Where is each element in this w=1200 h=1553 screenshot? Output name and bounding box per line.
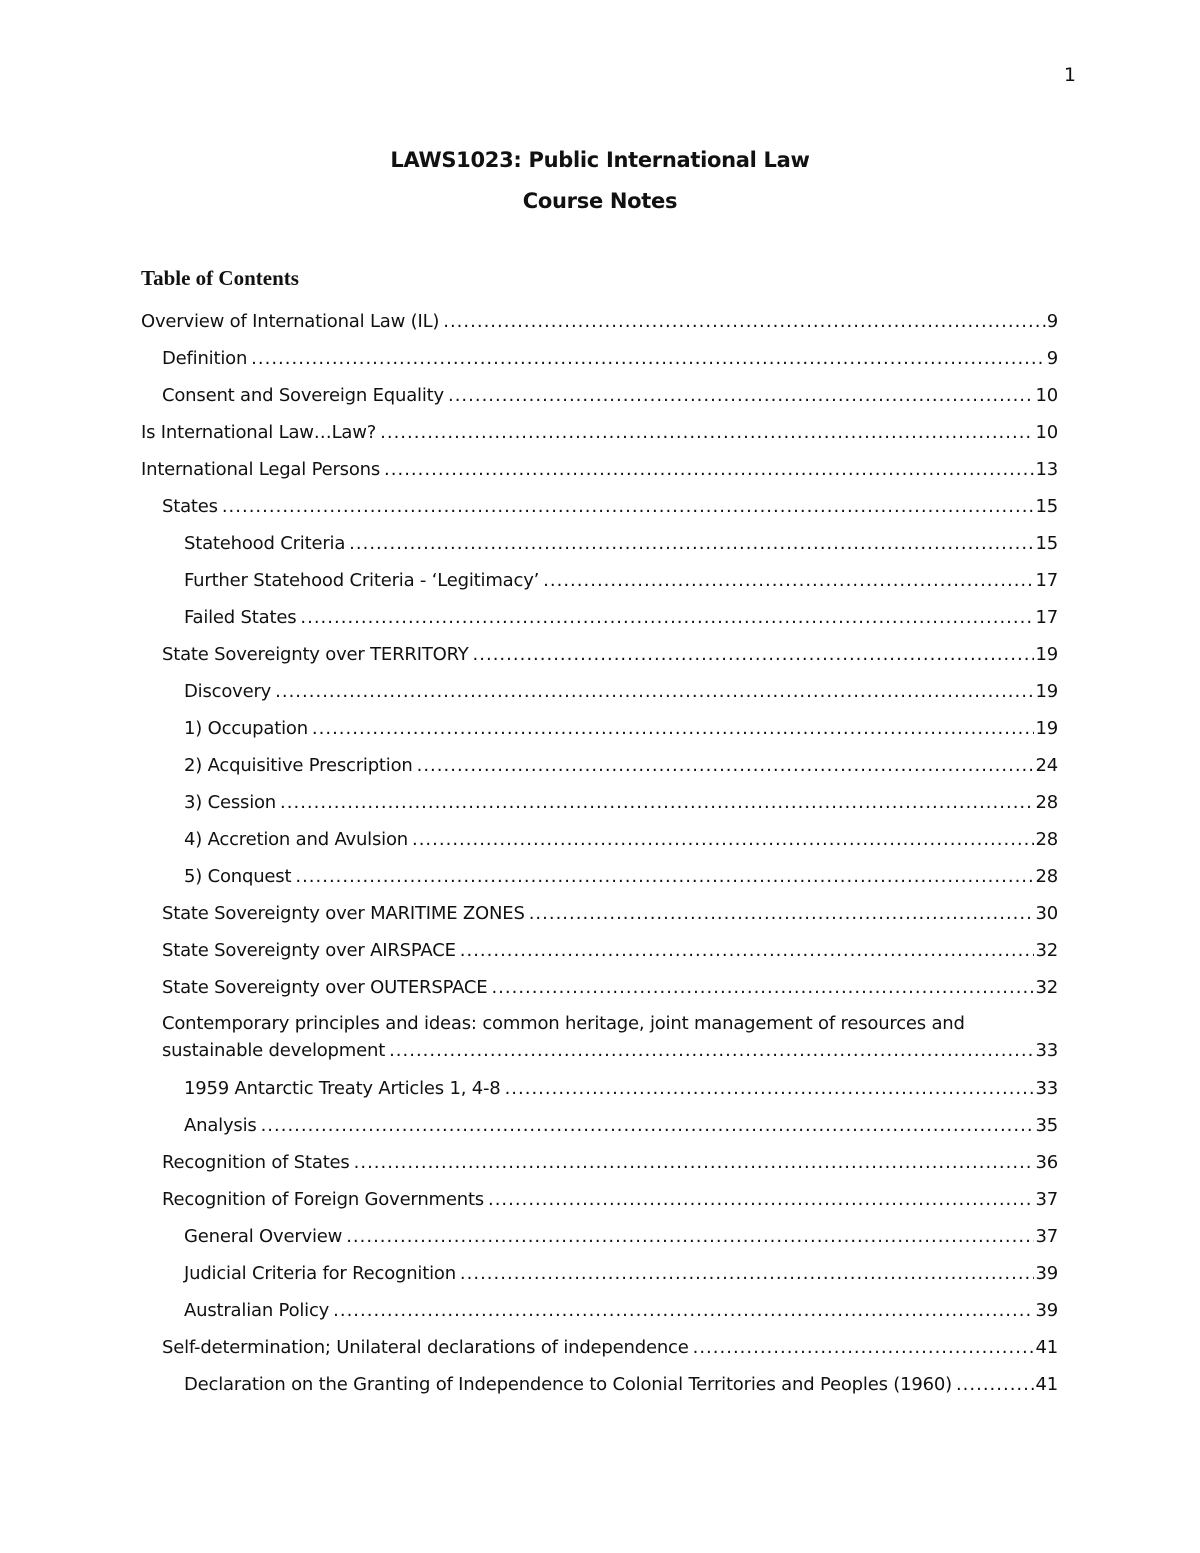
toc-entry[interactable] [141, 1185, 1058, 1222]
toc-entry[interactable] [141, 640, 1058, 677]
toc-entry[interactable] [141, 1222, 1058, 1259]
toc-dot-leader [491, 973, 1034, 1003]
toc-entry-label: Statehood Criteria [184, 533, 346, 554]
toc-dot-leader [349, 529, 1034, 559]
toc-entry-label-continued: sustainable development [162, 1040, 386, 1061]
toc-entry-page: 19 [1035, 644, 1058, 665]
toc-entry-label: Contemporary principles and ideas: common heritage, joint management of resources and [162, 1013, 965, 1034]
toc-entry-page: 30 [1035, 903, 1058, 924]
toc-entry-label: General Overview [184, 1226, 343, 1247]
toc-entry[interactable] [141, 788, 1058, 825]
toc-entry-page: 17 [1035, 607, 1058, 628]
toc-entry-label: Judicial Criteria for Recognition [184, 1263, 456, 1284]
toc-entry[interactable] [141, 677, 1058, 714]
table-of-contents [141, 307, 1058, 1407]
toc-entry-page: 28 [1035, 829, 1058, 850]
toc-entry[interactable] [141, 381, 1058, 418]
toc-dot-leader [473, 640, 1035, 670]
toc-entry-label: Recognition of States [162, 1152, 350, 1173]
toc-entry-label: International Legal Persons [141, 459, 381, 480]
toc-dot-leader [251, 344, 1046, 374]
toc-entry[interactable] [141, 1111, 1058, 1148]
toc-entry[interactable] [141, 714, 1058, 751]
toc-entry[interactable] [141, 1010, 1058, 1074]
toc-entry-label: Self-determination; Unilateral declarations of independence [162, 1337, 689, 1358]
toc-dot-leader [384, 455, 1034, 485]
toc-entry-page: 9 [1046, 311, 1058, 332]
toc-entry-label: Recognition of Foreign Governments [162, 1189, 484, 1210]
toc-dot-leader [261, 1111, 1035, 1141]
toc-entry[interactable] [141, 455, 1058, 492]
toc-entry-label: Definition [162, 348, 248, 369]
toc-dot-leader [295, 862, 1034, 892]
toc-entry-label: Consent and Sovereign Equality [162, 385, 444, 406]
toc-entry-label: State Sovereignty over MARITIME ZONES [162, 903, 525, 924]
toc-entry-page: 19 [1035, 718, 1058, 739]
toc-entry-label: State Sovereignty over OUTERSPACE [162, 977, 488, 998]
toc-entry-label: 5) Conquest [184, 866, 292, 887]
toc-entry-label: Discovery [184, 681, 272, 702]
toc-entry-page: 35 [1035, 1115, 1058, 1136]
toc-entry-label: 3) Cession [184, 792, 277, 813]
toc-entry[interactable] [141, 603, 1058, 640]
toc-entry[interactable] [141, 751, 1058, 788]
toc-dot-leader [417, 751, 1035, 781]
toc-entry-page: 10 [1035, 385, 1058, 406]
toc-entry-page: 9 [1046, 348, 1058, 369]
toc-entry[interactable] [141, 936, 1058, 973]
toc-entry[interactable] [141, 1074, 1058, 1111]
toc-entry-page: 32 [1035, 940, 1058, 961]
toc-dot-leader [312, 714, 1035, 744]
toc-entry-page: 17 [1035, 570, 1058, 591]
toc-dot-leader [380, 418, 1034, 448]
toc-entry-label: Further Statehood Criteria - ‘Legitimacy’ [184, 570, 540, 591]
toc-entry-page: 15 [1035, 496, 1058, 517]
toc-entry[interactable] [141, 1296, 1058, 1333]
toc-dot-leader [505, 1074, 1035, 1104]
toc-dot-leader [222, 492, 1035, 522]
toc-heading: Table of Contents [141, 266, 299, 290]
toc-dot-leader [460, 936, 1035, 966]
toc-entry-page: 37 [1035, 1226, 1058, 1247]
toc-dot-leader [543, 566, 1034, 596]
toc-entry-page: 10 [1035, 422, 1058, 443]
toc-entry[interactable] [141, 307, 1058, 344]
toc-entry[interactable] [141, 825, 1058, 862]
title-line-2: Course Notes [522, 189, 678, 213]
toc-entry-label: 2) Acquisitive Prescription [184, 755, 413, 776]
toc-entry-label: Analysis [184, 1115, 257, 1136]
toc-entry-page: 15 [1035, 533, 1058, 554]
toc-entry-page: 13 [1035, 459, 1058, 480]
toc-entry-page: 33 [1035, 1078, 1058, 1099]
toc-entry-label: States [162, 496, 218, 517]
toc-entry-page: 36 [1035, 1152, 1058, 1173]
toc-entry-page: 28 [1035, 866, 1058, 887]
toc-dot-leader [460, 1259, 1035, 1289]
toc-entry-label: State Sovereignty over AIRSPACE [162, 940, 456, 961]
toc-dot-leader [488, 1185, 1035, 1215]
toc-dot-leader [412, 825, 1035, 855]
toc-entry-label: Australian Policy [184, 1300, 330, 1321]
toc-entry-page: 41 [1035, 1374, 1058, 1395]
toc-entry[interactable] [141, 862, 1058, 899]
toc-dot-leader [354, 1148, 1035, 1178]
toc-entry-page: 24 [1035, 755, 1058, 776]
toc-dot-leader [280, 788, 1034, 818]
toc-entry-page: 19 [1035, 681, 1058, 702]
toc-entry-label: Declaration on the Granting of Independence to Colonial Territories and Peoples (1960) [184, 1374, 952, 1395]
toc-dot-leader [529, 899, 1035, 929]
toc-entry-label: Is International Law…Law? [141, 422, 377, 443]
toc-entry-page: 32 [1035, 977, 1058, 998]
toc-entry-page: 41 [1035, 1337, 1058, 1358]
toc-entry[interactable] [141, 899, 1058, 936]
toc-entry-page: 28 [1035, 792, 1058, 813]
page-number: 1 [1063, 64, 1076, 86]
toc-entry-page: 37 [1035, 1189, 1058, 1210]
toc-entry-label: 1959 Antarctic Treaty Articles 1, 4-8 [184, 1078, 501, 1099]
toc-dot-leader [693, 1333, 1035, 1363]
toc-entry[interactable] [141, 973, 1058, 1010]
toc-entry[interactable] [141, 1370, 1058, 1407]
toc-entry-label: Failed States [184, 607, 297, 628]
toc-dot-leader [448, 381, 1035, 411]
toc-dot-leader [333, 1296, 1034, 1326]
toc-entry[interactable] [141, 1148, 1058, 1185]
document-title [0, 140, 1200, 222]
toc-dot-leader [443, 307, 1046, 337]
title-line-1: LAWS1023: Public International Law [390, 148, 810, 172]
toc-entry[interactable] [141, 566, 1058, 603]
toc-entry-page: 33 [1035, 1040, 1058, 1061]
toc-dot-leader [389, 1037, 1034, 1064]
toc-entry[interactable] [141, 1259, 1058, 1296]
toc-entry-label: State Sovereignty over TERRITORY [162, 644, 469, 665]
toc-entry[interactable] [141, 529, 1058, 566]
toc-entry[interactable] [141, 418, 1058, 455]
toc-entry-label: 4) Accretion and Avulsion [184, 829, 408, 850]
toc-entry-label: 1) Occupation [184, 718, 308, 739]
toc-entry-page: 39 [1035, 1263, 1058, 1284]
toc-dot-leader [300, 603, 1034, 633]
toc-dot-leader [275, 677, 1034, 707]
toc-dot-leader [346, 1222, 1034, 1252]
toc-entry-page: 39 [1035, 1300, 1058, 1321]
toc-entry[interactable] [141, 1333, 1058, 1370]
toc-dot-leader [956, 1370, 1035, 1400]
toc-entry-label: Overview of International Law (IL) [141, 311, 440, 332]
toc-entry[interactable] [141, 344, 1058, 381]
toc-entry[interactable] [141, 492, 1058, 529]
